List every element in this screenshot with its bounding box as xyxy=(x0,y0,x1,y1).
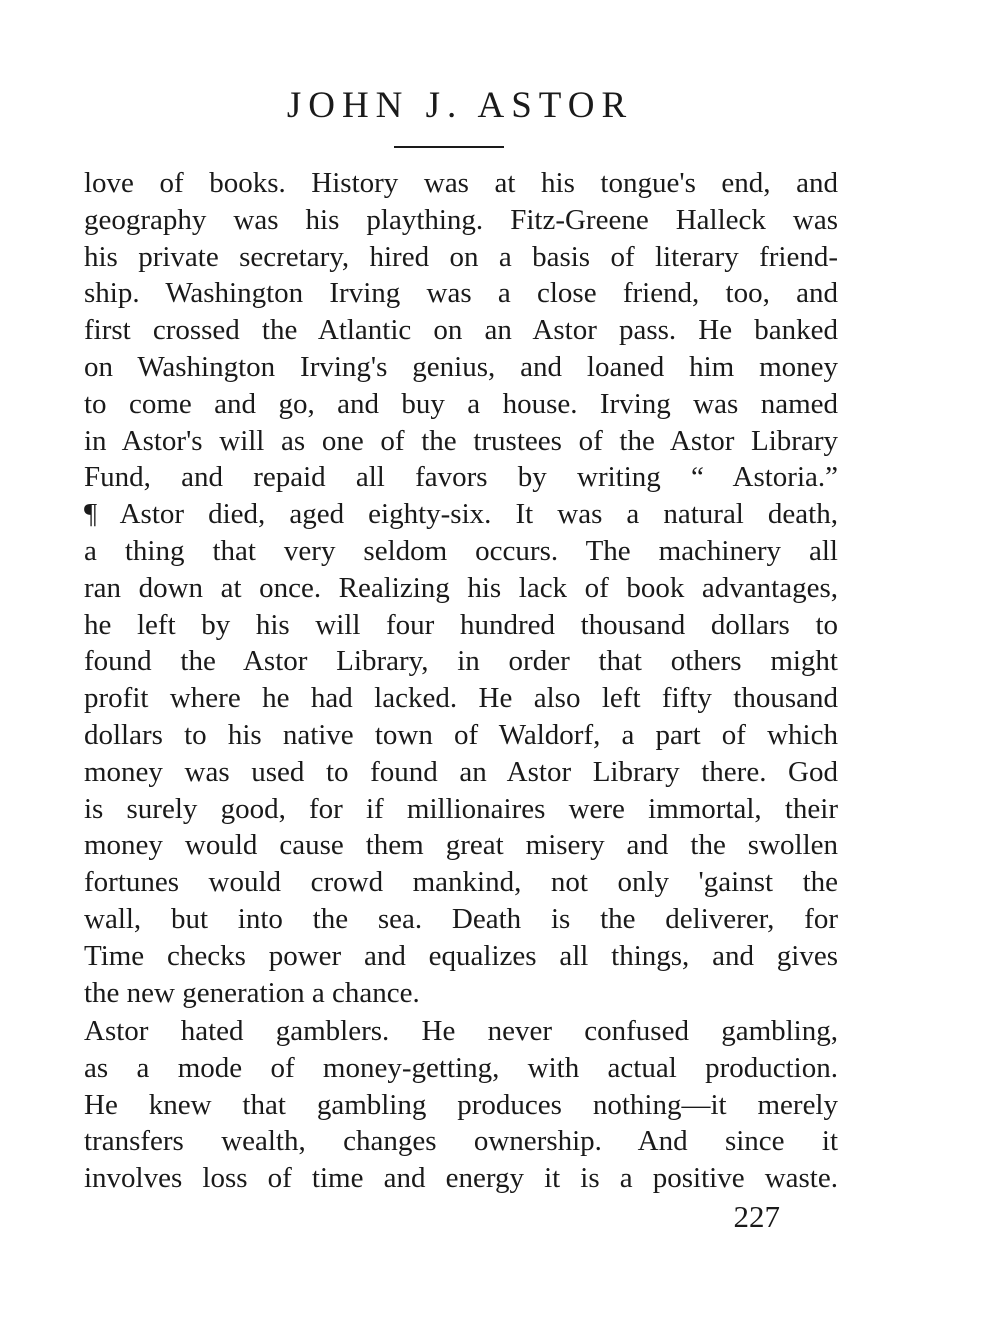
running-head-title: JOHN J. ASTOR xyxy=(286,85,634,126)
text-line: in Astor's will as one of the trustees of the Astor Library xyxy=(84,424,838,457)
text-line: first crossed the Atlantic on an Astor pass. He banked xyxy=(84,314,838,347)
body-paragraph-1 xyxy=(84,165,838,1011)
text-line: wall, but into the sea. Death is the deliverer, for xyxy=(84,902,838,935)
text-line: the new generation a chance. xyxy=(84,976,420,1009)
text-line: ship. Washington Irving was a close friend, too, and xyxy=(84,277,838,310)
text-line: money was used to found an Astor Library there. God xyxy=(84,755,838,788)
text-line: geography was his plaything. Fitz-Greene Halleck was xyxy=(84,203,838,236)
text-line: his private secretary, hired on a basis of literary friend- xyxy=(84,240,838,273)
body-paragraph-2 xyxy=(84,1013,838,1197)
text-line: to come and go, and buy a house. Irving was named xyxy=(84,387,838,420)
text-line: ¶ Astor died, aged eighty-six. It was a natural death, xyxy=(84,498,838,531)
text-line: transfers wealth, changes ownership. And since it xyxy=(84,1125,838,1158)
text-line: found the Astor Library, in order that others might xyxy=(84,645,838,678)
text-line: love of books. History was at his tongue's end, and xyxy=(84,167,838,199)
text-line: dollars to his native town of Waldorf, a part of which xyxy=(84,718,838,751)
text-line: as a mode of money-getting, with actual production. xyxy=(84,1051,838,1084)
text-line: profit where he had lacked. He also left fifty thousand xyxy=(84,682,838,715)
title-rule-divider xyxy=(394,146,504,148)
text-line: he left by his will four hundred thousand dollars to xyxy=(84,608,838,641)
text-line: Time checks power and equalizes all things, and gives xyxy=(84,939,838,972)
text-line: Fund, and repaid all favors by writing “ Astoria.” xyxy=(84,461,838,494)
text-line: involves loss of time and energy it is a positive waste. xyxy=(84,1162,838,1195)
text-line: Astor hated gamblers. He never confused gambling, xyxy=(84,1015,838,1047)
text-line: on Washington Irving's genius, and loaned him money xyxy=(84,350,838,383)
text-line: money would cause them great misery and the swollen xyxy=(84,829,838,862)
page-number: 227 xyxy=(733,1199,780,1234)
text-line: ran down at once. Realizing his lack of book advantages, xyxy=(84,571,838,604)
text-line: He knew that gambling produces nothing—it merely xyxy=(84,1088,838,1121)
text-line: is surely good, for if millionaires were immortal, their xyxy=(84,792,838,825)
text-line: a thing that very seldom occurs. The machinery all xyxy=(84,534,838,567)
text-line: fortunes would crowd mankind, not only 'gainst the xyxy=(84,866,838,899)
